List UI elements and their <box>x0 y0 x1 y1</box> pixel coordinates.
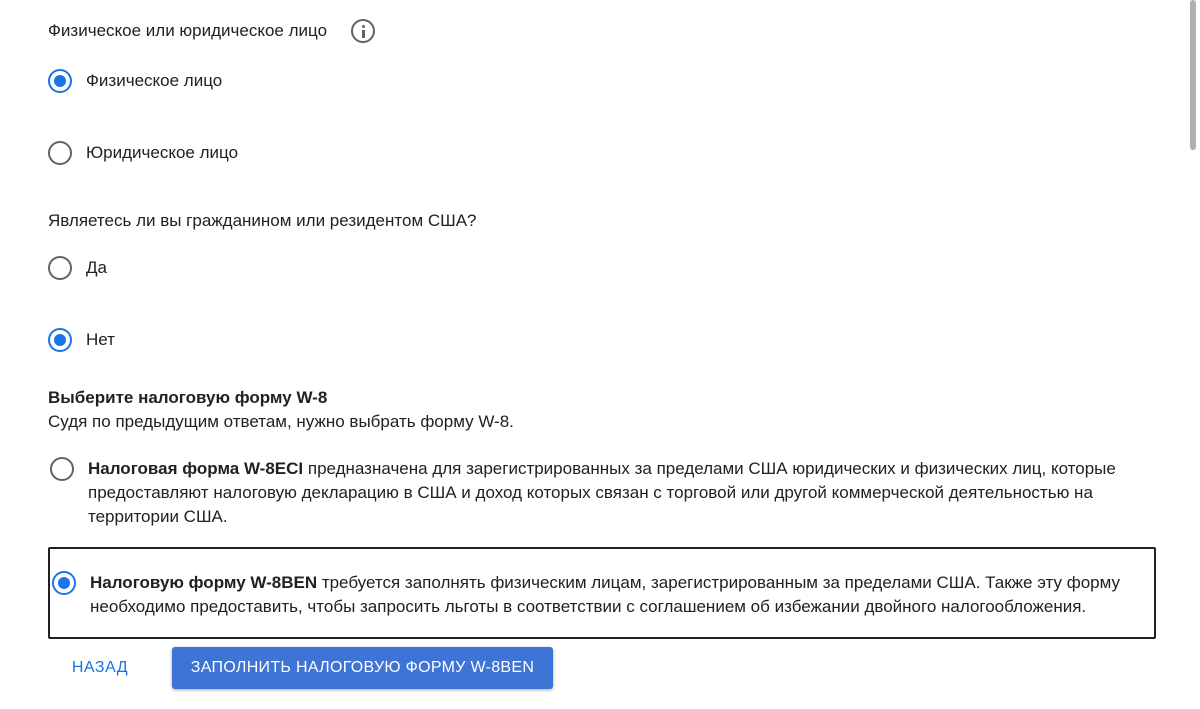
radio-yes-control[interactable] <box>48 256 72 280</box>
radio-w8eci-control[interactable] <box>50 457 74 481</box>
entity-question-label: Физическое или юридическое лицо <box>48 21 328 40</box>
radio-individual[interactable] <box>48 69 222 93</box>
w8ben-description <box>90 571 1134 619</box>
radio-w8eci-option[interactable] <box>50 457 1160 529</box>
w8eci-description-text: предназначена для зарегистрированных за пределами США юридических и физических лиц, которые предоставляют налоговую декларацию в США и доход которых связан с торговой или другой коммерческой деятельностью на территории США. <box>88 459 1116 526</box>
w8ben-form-name: Налоговую форму W-8BEN <box>90 573 318 592</box>
radio-yes[interactable] <box>48 256 107 280</box>
w8eci-form-name: Налоговая форма W-8ECI <box>88 459 304 478</box>
w8-section-subtitle: Судя по предыдущим ответам, нужно выбрать форму W-8. <box>48 412 514 431</box>
residency-question-label: Являетесь ли вы гражданином или резидентом США? <box>48 211 477 230</box>
w8-section-title: Выберите налоговую форму W-8 <box>48 388 328 407</box>
info-icon[interactable] <box>351 19 375 43</box>
w8ben-description-text: требуется заполнять физическим лицам, зарегистрированным за пределами США. Также эту форму необходимо предоставить, чтобы запросить льготы в соответствии с соглашением об избежании двойного налогообложения. <box>90 573 1120 616</box>
radio-w8ben-control[interactable] <box>52 571 76 595</box>
radio-individual-label: Физическое лицо <box>86 71 223 90</box>
radio-no-label: Нет <box>86 330 115 349</box>
radio-legal-entity-label: Юридическое лицо <box>86 143 239 162</box>
radio-legal-entity[interactable] <box>48 141 238 165</box>
fill-w8ben-button[interactable]: ЗАПОЛНИТЬ НАЛОГОВУЮ ФОРМУ W-8BEN <box>172 647 553 689</box>
radio-no-control[interactable] <box>48 328 72 352</box>
radio-no[interactable] <box>48 328 115 352</box>
radio-yes-label: Да <box>86 258 107 277</box>
scrollbar[interactable] <box>1186 0 1200 709</box>
radio-w8ben-option[interactable] <box>48 547 1156 639</box>
radio-individual-control[interactable] <box>48 69 72 93</box>
back-button[interactable]: НАЗАД <box>54 648 146 688</box>
w8eci-description <box>88 457 1138 529</box>
radio-legal-entity-control[interactable] <box>48 141 72 165</box>
scrollbar-thumb[interactable] <box>1190 0 1196 150</box>
